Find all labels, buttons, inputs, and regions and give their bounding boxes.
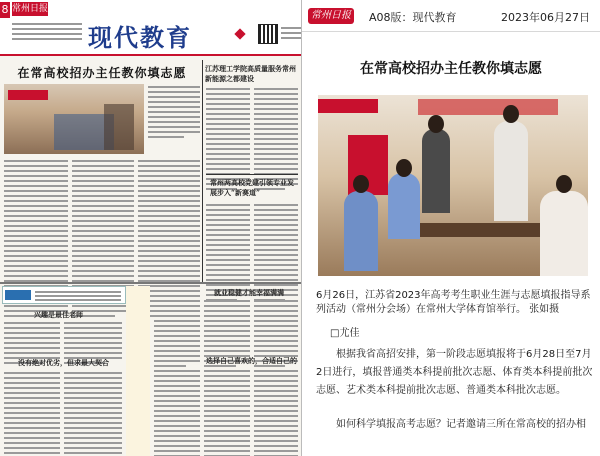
- article-title: 在常高校招办主任教你填志愿: [360, 61, 542, 77]
- newspaper-logo: 常州日报: [12, 4, 49, 14]
- page-number: 8: [1, 3, 9, 16]
- newspaper-photo[interactable]: [4, 84, 144, 154]
- text-column: [148, 86, 200, 141]
- issue-date: 2023年06月27日: [501, 11, 590, 24]
- article-paragraph: 根据我省高招安排，第一阶段志愿填报将于6月28日至7月2日进行，填报普通类本科提前批次志愿、体育类本科提前批次志愿、艺术类本科提前批次志愿、普通类本科批次志愿。: [316, 349, 593, 396]
- text-column: [204, 370, 250, 456]
- article-paragraph: 如何科学填报高考志愿？记者邀请三所在常高校的招办相: [336, 419, 586, 430]
- bottom-story-title[interactable]: 兴趣是最佳老师: [34, 310, 83, 319]
- text-column: [254, 370, 298, 456]
- bottom-story-title[interactable]: 就业稳健才能幸福满满: [214, 288, 284, 297]
- advertisement[interactable]: [2, 286, 126, 304]
- qr-code-icon: [258, 24, 278, 44]
- section-label: A08版：现代教育: [369, 11, 457, 24]
- newspaper-masthead: [0, 0, 302, 56]
- newspaper-headline[interactable]: 在常高校招办主任教你填志愿: [17, 66, 187, 80]
- section-divider: [0, 282, 302, 284]
- sidebar-box: [126, 286, 150, 456]
- text-column: [154, 370, 200, 456]
- article-viewer: [302, 0, 600, 456]
- story-divider: [206, 174, 298, 175]
- newspaper-logo[interactable]: 常州日报: [308, 8, 354, 24]
- masthead-ornament: [234, 28, 245, 39]
- viewer-header: [302, 0, 600, 32]
- photo-caption: 6月26日，江苏省2023年高考考生职业生涯与志愿填报指导系列活动（常州分会场）在常州大学体育馆举行。 张如摄: [316, 290, 591, 315]
- article-author: □尤佳: [330, 328, 360, 339]
- page-title: 现代教育: [88, 23, 192, 52]
- text-column: [4, 372, 60, 456]
- masthead-note: [281, 24, 301, 42]
- masthead-meta: [12, 20, 82, 43]
- text-column: [64, 372, 122, 456]
- bottom-story-title[interactable]: 选择自己喜欢的，合适自己的: [206, 356, 297, 365]
- side-story-title[interactable]: 江苏理工学院高质量服务常州新能源之都建设: [205, 64, 296, 83]
- text-column: [154, 300, 200, 370]
- article-photo: [318, 95, 588, 276]
- side-story-title[interactable]: 常州两高校党建引领专业发展步入“新赛道”: [210, 178, 294, 197]
- column-divider: [202, 60, 203, 282]
- bottom-story-title[interactable]: 没有绝对优劣，但求最大契合: [18, 358, 109, 367]
